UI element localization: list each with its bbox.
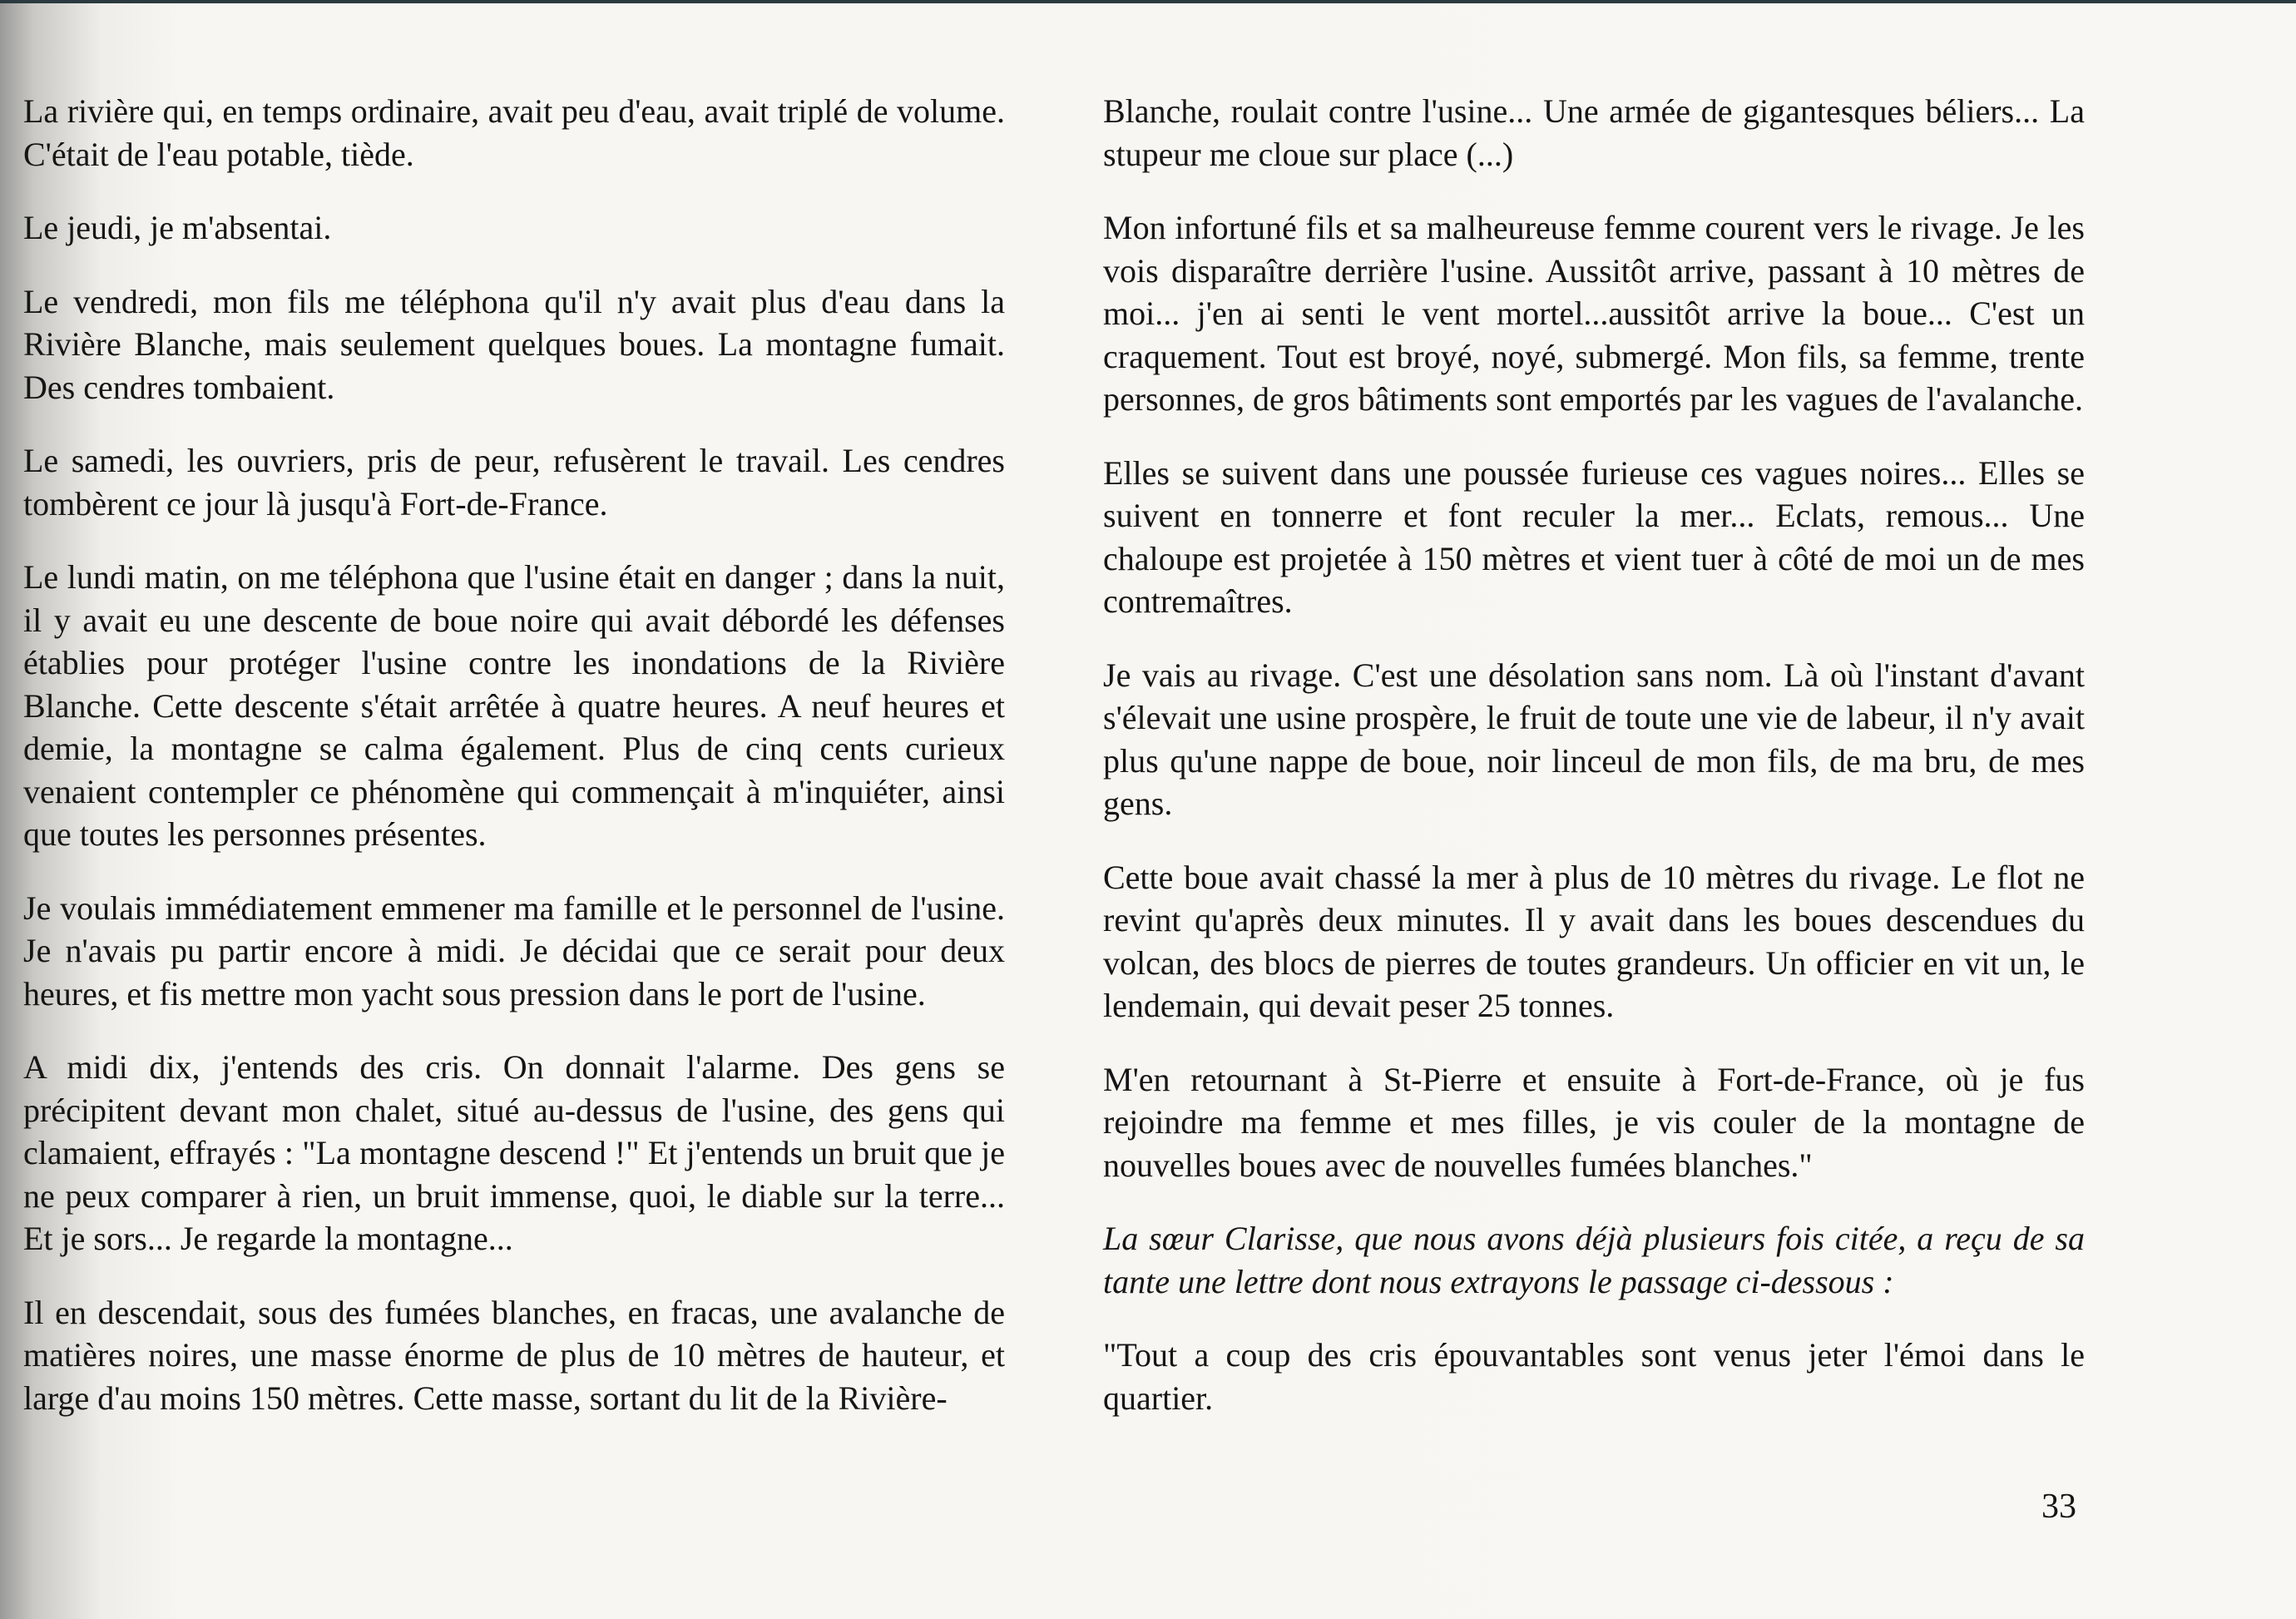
paragraph: "Tout a coup des cris épouvantables sont venus jeter l'émoi dans le quartier. bbox=[1103, 1336, 2085, 1417]
paragraph: Le vendredi, mon fils me téléphona qu'il n'y avait plus d'eau dans la Rivière Blanche, mais seulement quelques boues. La montagne fumait. Des cendres tombaient. bbox=[23, 282, 1005, 406]
paragraph: Mon infortuné fils et sa malheureuse femme courent vers le rivage. Je les vois disparaître derrière l'usine. Aussitôt arrive, passant à 10 mètres de moi... j'en ai senti le vent mortel...aussitôt arrive la boue... C'est un craquement. Tout est broyé, noyé, submergé. Mon fils, sa femme, trente personnes, de gros bâtiments sont emportés par les vagues de l'avalanche. bbox=[1103, 209, 2085, 418]
paragraph: Blanche, roulait contre l'usine... Une armée de gigantesques béliers... La stupeur me cloue sur place (...) bbox=[1103, 92, 2085, 173]
page-number: 33 bbox=[2041, 1488, 2076, 1526]
paragraph: Le jeudi, je m'absentai. bbox=[23, 209, 332, 246]
paragraph: Je vais au rivage. C'est une désolation sans nom. Là où l'instant d'avant s'élevait une usine prospère, le fruit de toute une vie de labeur, il n'y avait plus qu'une nappe de boue, noir linceul de mon fils, de ma bru, de mes gens. bbox=[1103, 656, 2085, 822]
paragraph: Il en descendait, sous des fumées blanches, en fracas, une avalanche de matières noires, une masse énorme de plus de 10 mètres de hauteur, et large d'au moins 150 mètres. Cette masse, sortant du lit de la Rivière- bbox=[23, 1293, 1005, 1417]
right-text-column bbox=[1103, 90, 2085, 1450]
left-text-column bbox=[23, 90, 1005, 1450]
paragraph: Le samedi, les ouvriers, pris de peur, refusèrent le travail. Les cendres tombèrent ce jour là jusqu'à Fort-de-France. bbox=[23, 442, 1005, 522]
italic-paragraph: La sœur Clarisse, que nous avons déjà plusieurs fois citée, a reçu de sa tante une lettre dont nous extrayons le passage ci-dessous : bbox=[1103, 1220, 2085, 1300]
paragraph: Elles se suivent dans une poussée furieuse ces vagues noires... Elles se suivent en tonnerre et font reculer la mer... Eclats, remous... Une chaloupe est projetée à 150 mètres et vient tuer à côté de moi un de mes contremaîtres. bbox=[1103, 453, 2085, 620]
top-edge-rule bbox=[0, 0, 2296, 3]
paragraph: Je voulais immédiatement emmener ma famille et le personnel de l'usine. Je n'avais pu partir encore à midi. Je décidai que ce serait pour deux heures, et fis mettre mon yacht sous pression dans le port de l'usine. bbox=[23, 889, 1005, 1012]
paragraph: Cette boue avait chassé la mer à plus de 10 mètres du rivage. Le flot ne revint qu'après deux minutes. Il y avait dans les boues descendues du volcan, des blocs de pierres de toutes grandeurs. Un officier en vit un, le lendemain, qui devait peser 25 tonnes. bbox=[1103, 858, 2085, 1024]
paragraph: M'en retournant à St-Pierre et ensuite à Fort-de-France, où je fus rejoindre ma femme et mes filles, je vis couler de la montagne de nouvelles boues avec de nouvelles fumées blanches." bbox=[1103, 1060, 2085, 1184]
paragraph: Le lundi matin, on me téléphona que l'usine était en danger ; dans la nuit, il y avait eu une descente de boue noire qui avait débordé les défenses établies pour protéger l'usine contre les inondations de la Rivière Blanche. Cette descente s'était arrêtée à quatre heures. A neuf heures et demie, la montagne se calma également. Plus de cinq cents curieux venaient contempler ce phénomène qui commençait à m'inquiéter, ainsi que toutes les personnes présentes. bbox=[23, 558, 1005, 853]
paragraph: A midi dix, j'entends des cris. On donnait l'alarme. Des gens se précipitent devant mon chalet, situé au-dessus de l'usine, des gens qui clamaient, effrayés : "La montagne descend !" Et j'entends un bruit que je ne peux comparer à rien, un bruit immense, quoi, le diable sur la terre... Et je sors... Je regarde la montagne... bbox=[23, 1048, 1005, 1257]
paragraph: La rivière qui, en temps ordinaire, avait peu d'eau, avait triplé de volume. C'était de l'eau potable, tiède. bbox=[23, 92, 1005, 173]
